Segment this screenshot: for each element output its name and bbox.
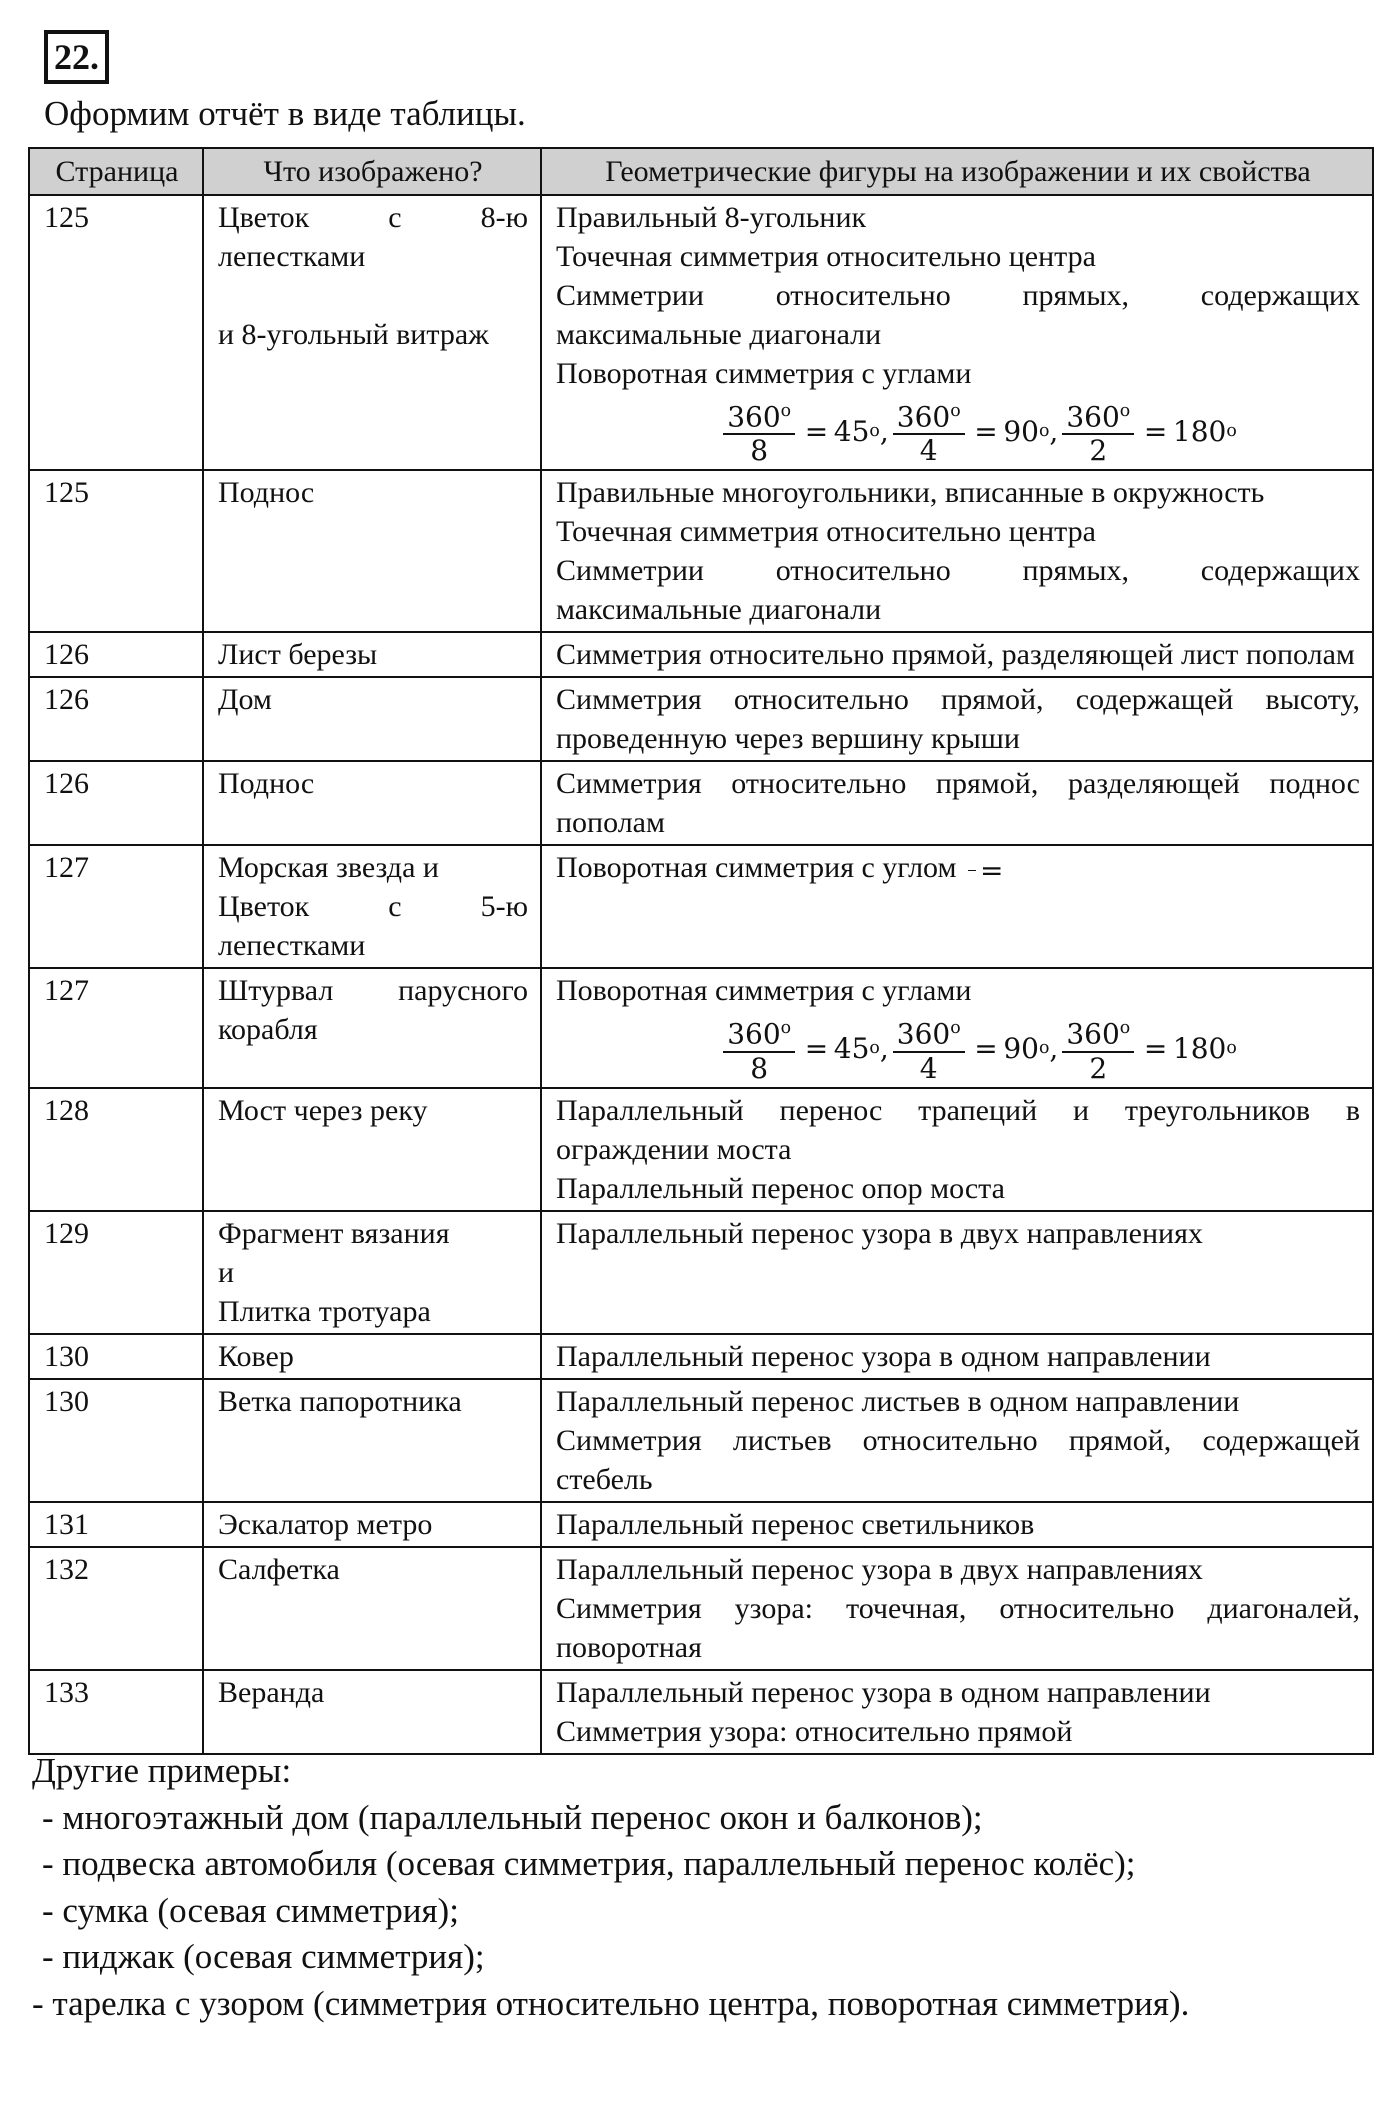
- cell-page: 133: [29, 1670, 203, 1754]
- table-row: [29, 845, 1373, 968]
- property-line: Симметрии относительно прямых, содержащих максимальные диагонали: [556, 554, 1360, 627]
- cell-properties: [541, 761, 1373, 845]
- header-page: Страница: [29, 148, 203, 195]
- cell-properties: [541, 632, 1373, 677]
- object-line: Поднос: [218, 476, 315, 510]
- fraction-numerator: [893, 395, 965, 435]
- cell-object: [203, 195, 541, 470]
- numerator-value: 360: [727, 400, 781, 434]
- task-number: 22.: [44, 30, 109, 84]
- cell-page: 127: [29, 845, 203, 968]
- table-row: [29, 1670, 1373, 1754]
- cell-page: 126: [29, 761, 203, 845]
- fraction: [723, 395, 795, 467]
- angle-formula: [964, 851, 1003, 890]
- object-line: Мост через реку: [218, 1093, 428, 1127]
- degree-mark: o: [1226, 1037, 1237, 1058]
- table-row: [29, 1334, 1373, 1379]
- formula-equals: =: [1138, 1031, 1173, 1065]
- list-item: - подвеска автомобиля (осевая симметрия, параллельный перенос колёс);: [42, 1844, 1136, 1883]
- list-item: - сумка (осевая симметрия);: [42, 1890, 459, 1930]
- formula-result: 45: [833, 414, 870, 448]
- list-item: - многоэтажный дом (параллельный перенос окон и балконов);: [42, 1797, 983, 1837]
- cell-object: [203, 1547, 541, 1670]
- cell-object: [203, 845, 541, 968]
- property-line: Симметрия узора: относительно прямой: [556, 1714, 1073, 1748]
- intro-text: Оформим отчёт в виде таблицы.: [44, 94, 526, 133]
- object-line: Цветок с 8-ю лепестками: [218, 201, 528, 273]
- cell-page: 127: [29, 968, 203, 1087]
- cell-page: 128: [29, 1088, 203, 1211]
- table-row: [29, 677, 1373, 761]
- property-line: Симметрия относительно прямой, разделяющей лист пополам: [556, 638, 1355, 672]
- fraction: [893, 395, 965, 467]
- fraction-numerator: [1062, 1012, 1134, 1052]
- table-row: [29, 1502, 1373, 1547]
- property-line: Параллельный перенос узора в одном направлении: [556, 1675, 1211, 1709]
- property-line: Параллельный перенос узора в двух направлениях: [556, 1216, 1203, 1250]
- cell-object: [203, 1379, 541, 1502]
- table-body: [29, 195, 1373, 1754]
- table-row: [29, 1379, 1373, 1502]
- property-line: Поворотная симметрия с углами: [556, 357, 972, 390]
- table-row: [29, 1088, 1373, 1211]
- fraction-denominator: 4: [919, 434, 938, 468]
- fraction-numerator: [968, 870, 976, 871]
- formula-result: 90: [1003, 1031, 1039, 1065]
- object-line: Дом: [218, 683, 272, 717]
- object-line: Салфетка: [218, 1552, 340, 1586]
- fraction-numerator: [893, 1012, 965, 1052]
- object-line: Ветка папоротника: [218, 1384, 462, 1418]
- cell-properties: [541, 1670, 1373, 1754]
- formula-equals: =: [968, 414, 1004, 448]
- table-row: [29, 1211, 1373, 1334]
- fraction: [893, 1012, 965, 1084]
- property-line: Параллельный перенос узора в двух направлениях: [556, 1552, 1203, 1586]
- cell-object: [203, 1502, 541, 1547]
- fraction-denominator: 4: [919, 1051, 938, 1085]
- cell-object: [203, 1334, 541, 1379]
- formula-comma: ,: [1049, 414, 1059, 448]
- fraction-denominator: 8: [750, 434, 769, 468]
- cell-object: [203, 761, 541, 845]
- fraction: [968, 870, 976, 871]
- cell-object: [203, 470, 541, 632]
- other-examples: [32, 1748, 1189, 2027]
- angle-formula: [556, 1012, 1360, 1084]
- cell-properties: [541, 677, 1373, 761]
- numerator-value: 360: [1066, 1017, 1120, 1051]
- table-row: [29, 968, 1373, 1087]
- header-properties: Геометрические фигуры на изображении и их свойства: [541, 148, 1373, 195]
- formula-equals: =: [1138, 414, 1173, 448]
- cell-page: 129: [29, 1211, 203, 1334]
- table-header-row: [29, 148, 1373, 195]
- cell-page: 126: [29, 632, 203, 677]
- property-line: Симметрия относительно прямой, разделяющей поднос пополам: [556, 767, 1360, 840]
- table-row: [29, 632, 1373, 677]
- numerator-value: 360: [896, 1017, 951, 1051]
- cell-object: [203, 1211, 541, 1334]
- property-line: Параллельный перенос опор моста: [556, 1171, 1005, 1205]
- cell-properties: [541, 1334, 1373, 1379]
- cell-page: 132: [29, 1547, 203, 1670]
- property-line: Симметрия относительно прямой, содержащей высоту, проведенную через вершину крыши: [556, 683, 1360, 756]
- cell-properties: [541, 1502, 1373, 1547]
- table-row: [29, 761, 1373, 845]
- formula-comma: ,: [1049, 1031, 1059, 1065]
- cell-properties: [541, 470, 1373, 632]
- spacer: [218, 276, 528, 315]
- other-examples-list: [32, 1795, 1189, 2028]
- numerator-value: 360: [1066, 400, 1120, 434]
- cell-page: 130: [29, 1379, 203, 1502]
- cell-object: [203, 677, 541, 761]
- degree-mark: o: [869, 420, 880, 441]
- cell-page: 131: [29, 1502, 203, 1547]
- property-line: Точечная симметрия относительно центра: [556, 515, 1096, 549]
- object-line: и: [218, 1255, 235, 1289]
- fraction-numerator: [723, 395, 795, 435]
- property-line: Точечная симметрия относительно центра: [556, 240, 1096, 273]
- cell-object: [203, 632, 541, 677]
- formula-comma: ,: [879, 1031, 889, 1065]
- object-line: Штурвал парусного корабля: [218, 974, 528, 1047]
- degree-mark: o: [1119, 401, 1131, 421]
- report-table: [28, 147, 1374, 1755]
- property-line: Правильный 8-угольник: [556, 201, 867, 234]
- numerator-value: 360: [727, 1017, 781, 1051]
- fraction-denominator: 8: [750, 1051, 769, 1085]
- table-row: [29, 195, 1373, 470]
- cell-properties: [541, 1547, 1373, 1670]
- cell-object: [203, 1670, 541, 1754]
- formula-equals: =: [799, 1031, 834, 1065]
- degree-mark: o: [1038, 1037, 1050, 1058]
- property-line: Поворотная симметрия с углами: [556, 974, 972, 1008]
- fraction-numerator: [723, 1012, 795, 1052]
- property-line: Параллельный перенос трапеций и треугольников в ограждении моста: [556, 1093, 1360, 1166]
- object-line: Цветок с 5-ю лепестками: [218, 890, 528, 963]
- cell-object: [203, 1088, 541, 1211]
- object-line: Лист березы: [218, 638, 378, 672]
- degree-mark: o: [1226, 420, 1237, 441]
- list-item: - тарелка с узором (симметрия относительно центра, поворотная симметрия).: [32, 1983, 1190, 2023]
- table-row: [29, 470, 1373, 632]
- formula-equals: =: [968, 1031, 1004, 1065]
- property-line: Параллельный перенос листьев в одном направлении: [556, 1384, 1240, 1418]
- property-line: Параллельный перенос узора в одном направлении: [556, 1339, 1211, 1373]
- cell-page: 125: [29, 470, 203, 632]
- fraction: [723, 1012, 795, 1084]
- cell-properties: [541, 1379, 1373, 1502]
- degree-mark: o: [780, 401, 792, 421]
- degree-mark: o: [1038, 420, 1050, 441]
- angle-formula: [556, 395, 1360, 467]
- cell-properties: [541, 968, 1373, 1087]
- table-row: [29, 1547, 1373, 1670]
- property-line: Правильные многоугольники, вписанные в окружность: [556, 476, 1265, 510]
- formula-result: 180: [1172, 414, 1227, 448]
- degree-mark: o: [950, 1018, 961, 1039]
- formula-result: 45: [833, 1031, 870, 1065]
- cell-page: 130: [29, 1334, 203, 1379]
- other-examples-heading: Другие примеры:: [32, 1751, 292, 1790]
- degree-mark: o: [780, 1018, 792, 1039]
- cell-properties: [541, 195, 1373, 470]
- object-line: и 8-угольный витраж: [218, 318, 489, 351]
- formula-result: 180: [1172, 1031, 1227, 1065]
- property-line: Поворотная симметрия с углом =: [556, 848, 1360, 890]
- fraction-denominator: 2: [1089, 434, 1108, 468]
- cell-page: 125: [29, 195, 203, 470]
- formula-equals: =: [799, 414, 834, 448]
- list-item: - пиджак (осевая симметрия);: [42, 1937, 485, 1976]
- header-object: Что изображено?: [203, 148, 541, 195]
- object-line: Поднос: [218, 767, 315, 801]
- formula-comma: ,: [879, 414, 889, 448]
- formula-equals: =: [979, 853, 1004, 887]
- degree-mark: o: [1119, 1018, 1131, 1039]
- cell-page: 126: [29, 677, 203, 761]
- object-line: Веранда: [218, 1675, 325, 1709]
- fraction: [1062, 1012, 1134, 1084]
- degree-mark: o: [950, 401, 961, 421]
- fraction-numerator: [1062, 395, 1134, 435]
- object-line: Эскалатор метро: [218, 1507, 433, 1541]
- formula-result: 90: [1003, 414, 1039, 448]
- cell-properties: [541, 845, 1373, 968]
- object-line: Плитка тротуара: [218, 1294, 431, 1328]
- cell-object: [203, 968, 541, 1087]
- property-line: Симметрия узора: точечная, относительно диагоналей, поворотная: [556, 1591, 1360, 1664]
- fraction: [1062, 395, 1134, 467]
- property-line: Симметрия листьев относительно прямой, содержащей стебель: [556, 1423, 1360, 1496]
- property-line: Параллельный перенос светильников: [556, 1507, 1035, 1541]
- object-line: Морская звезда и: [218, 851, 439, 885]
- property-line: Симметрии относительно прямых, содержащих максимальные диагонали: [556, 279, 1360, 351]
- cell-properties: [541, 1211, 1373, 1334]
- object-line: Ковер: [218, 1339, 294, 1373]
- object-line: Фрагмент вязания: [218, 1216, 450, 1250]
- fraction-denominator: 2: [1089, 1051, 1108, 1085]
- degree-mark: o: [869, 1037, 880, 1058]
- cell-properties: [541, 1088, 1373, 1211]
- numerator-value: 360: [896, 400, 951, 434]
